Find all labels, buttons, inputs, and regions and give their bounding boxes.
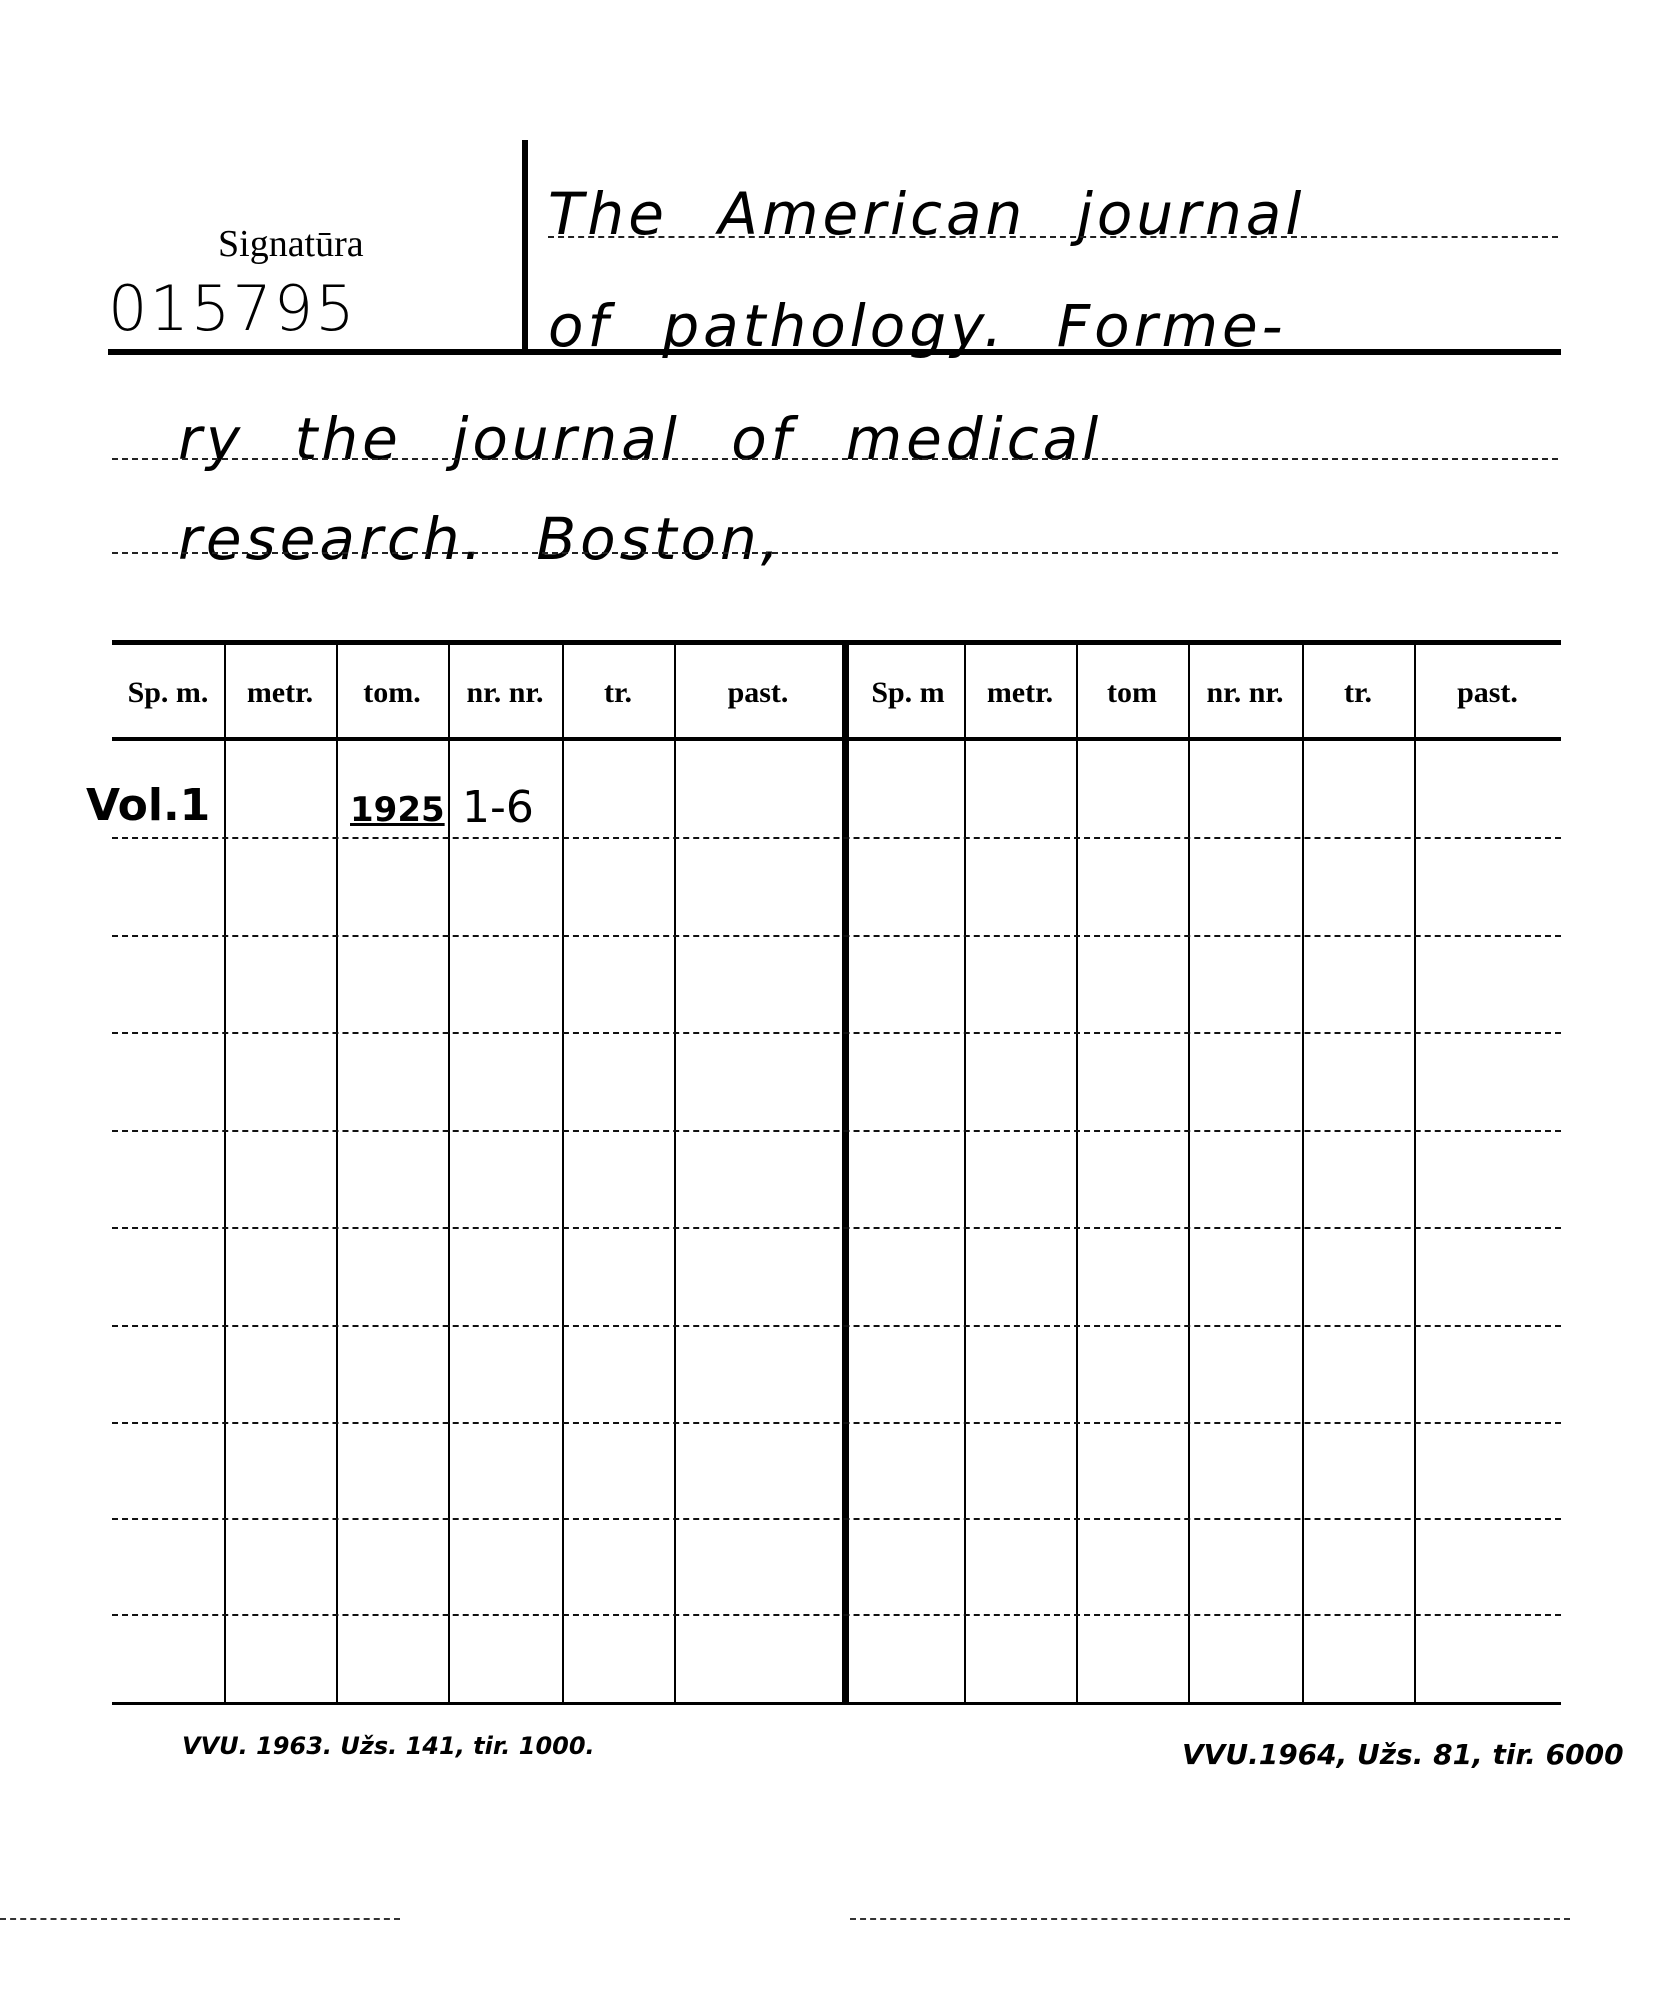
- table-bottom-border: [112, 1702, 1561, 1705]
- col-header-tom-left: tom.: [363, 676, 421, 709]
- col-header-nr-right: nr. nr.: [1206, 676, 1284, 709]
- col-header-sp-m-left: Sp. m.: [127, 676, 209, 709]
- table-row-line: [112, 1422, 1561, 1424]
- table-row-line: [112, 1032, 1561, 1034]
- col-divider: [336, 645, 338, 1702]
- col-header-tr-right: tr.: [1343, 676, 1373, 709]
- table-header-border: [112, 737, 1561, 741]
- col-divider: [1188, 645, 1190, 1702]
- table-row-line: [112, 935, 1561, 937]
- title-rule-3: [112, 458, 1558, 460]
- table-top-border: [112, 640, 1561, 645]
- entry-tom: 1925: [350, 790, 445, 830]
- col-header-metr-left: metr.: [246, 676, 314, 709]
- col-divider: [1076, 645, 1078, 1702]
- table-row-line: [112, 1227, 1561, 1229]
- title-line-1: The American journal: [548, 180, 1306, 248]
- signature-number: 015795: [108, 272, 357, 345]
- col-divider: [1414, 645, 1416, 1702]
- header-divider: [522, 140, 528, 352]
- title-rule-4: [112, 552, 1558, 554]
- title-line-4: research. Boston,: [178, 505, 784, 573]
- center-double-divider: [842, 645, 849, 1702]
- col-header-tom-right: tom: [1107, 676, 1157, 709]
- col-divider: [562, 645, 564, 1702]
- table-row-line: [112, 1130, 1561, 1132]
- bottom-edge-mark: [0, 1918, 400, 1920]
- col-divider: [448, 645, 450, 1702]
- entry-sp-m: Vol.1: [86, 780, 211, 831]
- title-line-3: ry the journal of medical: [178, 405, 1103, 473]
- entry-nr-nr: 1-6: [462, 782, 534, 833]
- col-header-metr-right: metr.: [986, 676, 1054, 709]
- footer-print-note-left: VVU. 1963. Užs. 141, tir. 1000.: [182, 1732, 595, 1760]
- table-row-line: [112, 837, 1561, 839]
- signature-label: Signatūra: [218, 223, 364, 265]
- footer-print-note-right: VVU.1964, Užs. 81, tir. 6000: [1182, 1738, 1624, 1771]
- col-header-sp-m-right: Sp. m: [871, 676, 945, 709]
- col-divider: [224, 645, 226, 1702]
- table-row-line: [112, 1614, 1561, 1616]
- col-header-nr-left: nr. nr.: [466, 676, 544, 709]
- col-divider: [674, 645, 676, 1702]
- title-line-2: of pathology. Forme-: [548, 292, 1287, 360]
- col-header-past-right: past.: [1457, 676, 1518, 709]
- col-divider: [1302, 645, 1304, 1702]
- col-header-tr-left: tr.: [603, 676, 633, 709]
- col-divider: [964, 645, 966, 1702]
- table-row-line: [112, 1518, 1561, 1520]
- col-header-past-left: past.: [727, 676, 789, 709]
- title-rule-1: [548, 236, 1558, 238]
- bottom-edge-mark: [850, 1918, 1570, 1920]
- table-row-line: [112, 1325, 1561, 1327]
